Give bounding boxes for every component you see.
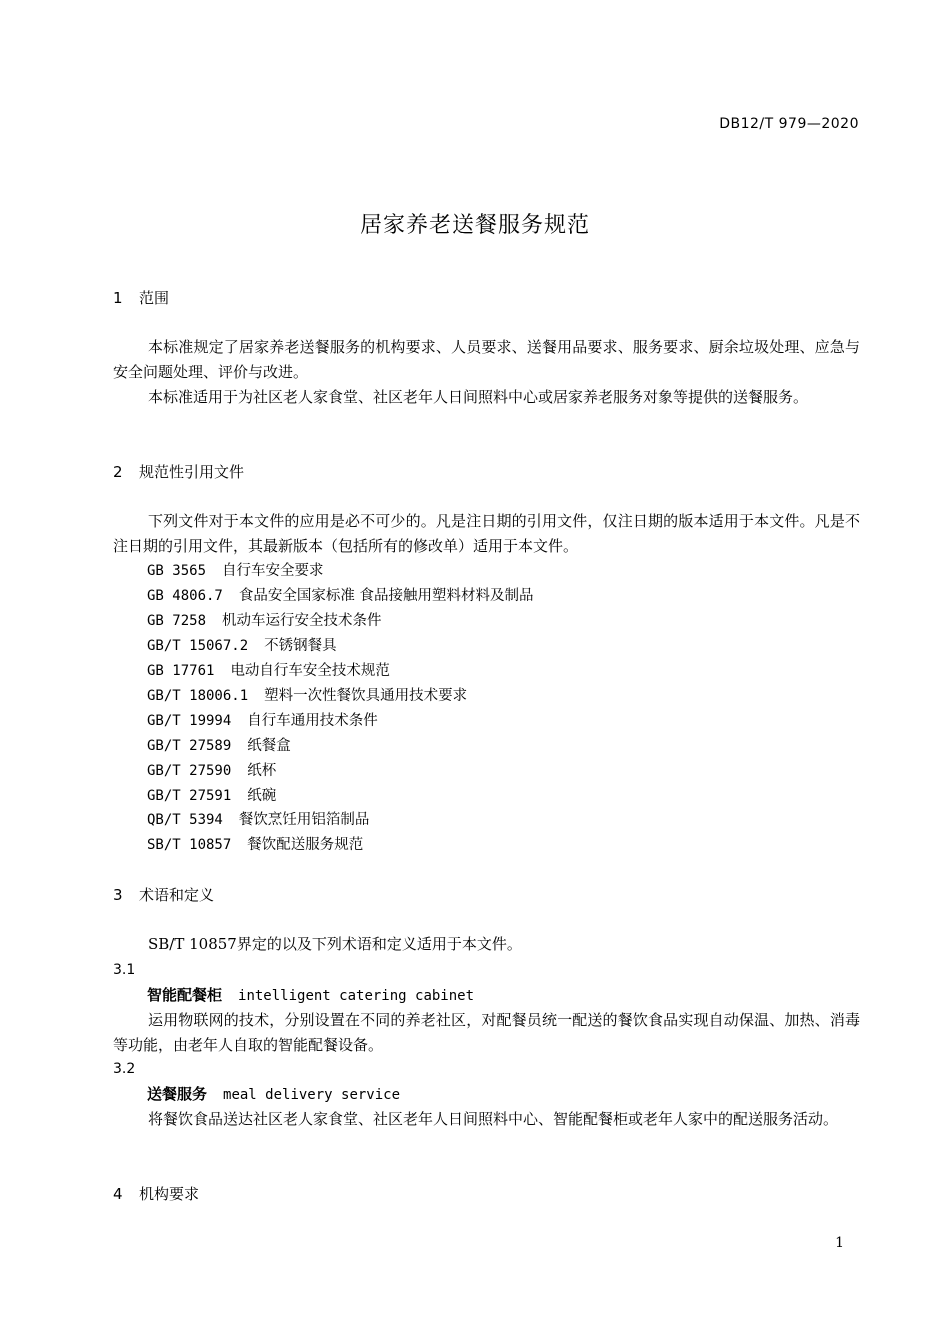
section-1-heading <box>113 288 169 308</box>
section-number: 3 <box>113 886 123 904</box>
reference-name: 纸碗 <box>247 788 277 804</box>
section-1-paragraph-1: 本标准规定了居家养老送餐服务的机构要求、人员要求、送餐用品要求、服务要求、厨余垃圾处理、应急与安全问题处理、评价与改进。 <box>113 338 860 381</box>
reference-name: 纸杯 <box>247 763 277 779</box>
reference-code: GB/T 15067.2 <box>147 638 249 654</box>
reference-name: 自行车安全要求 <box>222 563 324 579</box>
term-definition: 运用物联网的技术，分别设置在不同的养老社区，对配餐员统一配送的餐饮食品实现自动保温、加热、消毒等功能，由老年人自取的智能配餐设备。 <box>113 1011 860 1054</box>
reference-code: GB/T 27589 <box>147 738 232 754</box>
section-number: 1 <box>113 289 123 307</box>
section-2-heading <box>113 462 244 482</box>
reference-item <box>147 659 390 684</box>
reference-code: QB/T 5394 <box>147 812 223 828</box>
term-heading <box>147 983 474 1008</box>
section-title: 机构要求 <box>139 1185 200 1203</box>
reference-code: GB 4806.7 <box>147 588 223 604</box>
reference-item <box>147 684 467 709</box>
term-en: intelligent catering cabinet <box>238 988 475 1004</box>
section-3-heading <box>113 885 214 905</box>
reference-code: GB 17761 <box>147 663 215 679</box>
reference-code: GB 3565 <box>147 563 207 579</box>
reference-code: GB/T 27591 <box>147 788 232 804</box>
reference-item <box>147 808 369 833</box>
reference-name: 食品安全国家标准 食品接触用塑料材料及制品 <box>238 588 534 604</box>
term-number: 3.1 <box>113 962 136 978</box>
section-title: 术语和定义 <box>139 886 215 904</box>
section-title: 范围 <box>139 289 170 307</box>
document-title: 居家养老送餐服务规范 <box>359 213 590 238</box>
reference-code: GB/T 27590 <box>147 763 232 779</box>
reference-code: GB 7258 <box>147 613 207 629</box>
section-1-paragraph-2: 本标准适用于为社区老人家食堂、社区老年人日间照料中心或居家养老服务对象等提供的送餐服务。 <box>148 388 809 406</box>
reference-name: 纸餐盒 <box>247 738 291 754</box>
reference-item <box>147 559 324 584</box>
reference-item <box>147 709 378 734</box>
standard-number: DB12/T 979—2020 <box>719 116 859 132</box>
section-2-paragraph: 下列文件对于本文件的应用是必不可少的。凡是注日期的引用文件，仅注日期的版本适用于本文件。凡是不注日期的引用文件，其最新版本（包括所有的修改单）适用于本文件。 <box>113 512 860 555</box>
reference-name: 不锈钢餐具 <box>264 638 337 654</box>
term-en: meal delivery service <box>223 1087 401 1103</box>
reference-item <box>147 634 337 659</box>
term-number: 3.2 <box>113 1061 136 1077</box>
reference-item <box>147 734 291 759</box>
reference-item <box>147 609 382 634</box>
reference-name: 电动自行车安全技术规范 <box>230 663 390 679</box>
reference-name: 机动车运行安全技术条件 <box>222 613 382 629</box>
term-zh: 智能配餐柜 <box>147 986 223 1004</box>
section-title: 规范性引用文件 <box>139 463 245 481</box>
term-definition: 将餐饮食品送达社区老人家食堂、社区老年人日间照料中心、智能配餐柜或老年人家中的配送服务活动。 <box>148 1110 839 1128</box>
reference-code: GB/T 19994 <box>147 713 232 729</box>
reference-name: 餐饮配送服务规范 <box>247 837 364 853</box>
reference-name: 自行车通用技术条件 <box>247 713 378 729</box>
reference-item <box>147 833 363 858</box>
section-4-heading <box>113 1184 199 1204</box>
reference-item <box>147 759 276 784</box>
reference-name: 餐饮烹饪用铝箔制品 <box>238 812 370 828</box>
section-number: 4 <box>113 1185 123 1203</box>
page-number: 1 <box>835 1235 844 1251</box>
reference-item <box>147 584 533 609</box>
term-zh: 送餐服务 <box>147 1085 208 1103</box>
section-3-intro: SB/T 10857界定的以及下列术语和定义适用于本文件。 <box>148 935 522 953</box>
reference-code: SB/T 10857 <box>147 837 232 853</box>
reference-name: 塑料一次性餐饮具通用技术要求 <box>264 688 468 704</box>
reference-code: GB/T 18006.1 <box>147 688 249 704</box>
section-number: 2 <box>113 463 123 481</box>
term-heading <box>147 1082 400 1107</box>
reference-item <box>147 784 276 809</box>
